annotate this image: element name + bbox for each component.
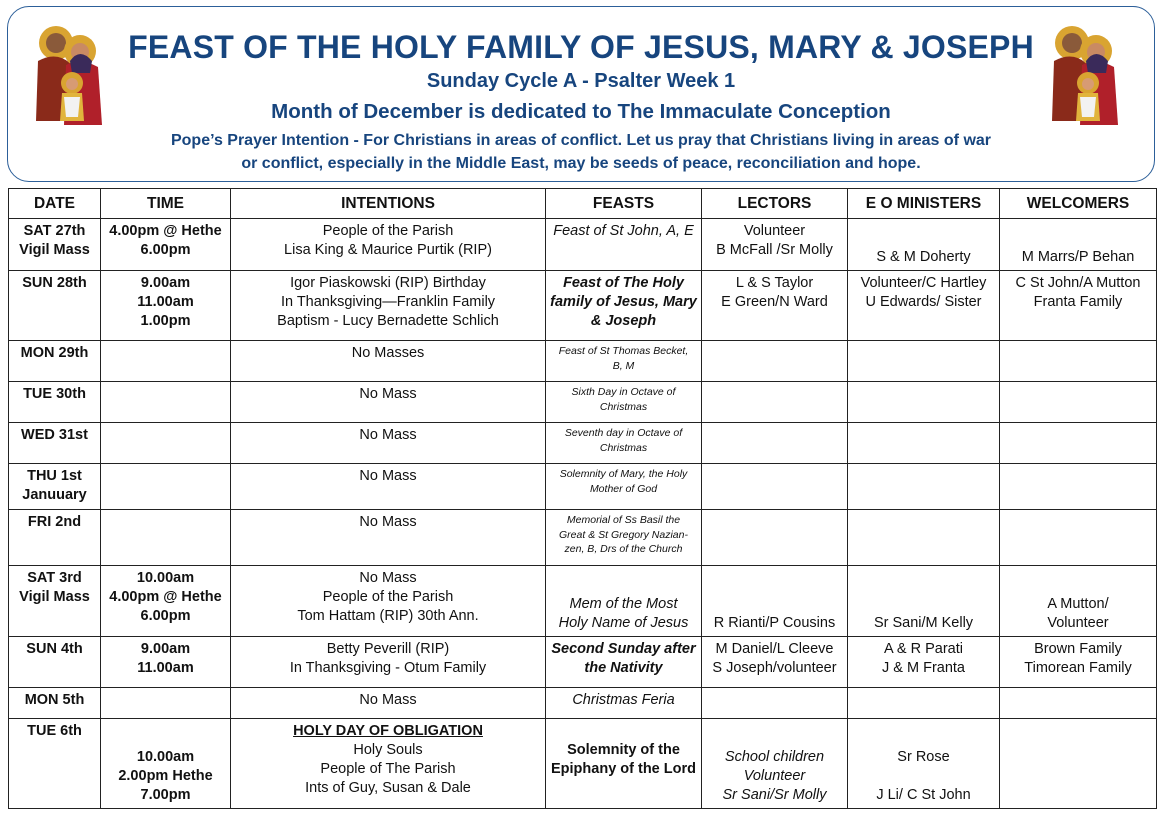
intention-text: No Mass xyxy=(359,514,417,530)
feast-text: Solemnity of Mary, the Holy xyxy=(559,468,688,480)
date-text: MON 29th xyxy=(20,345,89,361)
column-header: LECTORS xyxy=(702,189,848,219)
intentions-cell xyxy=(231,688,546,719)
ministers-cell xyxy=(848,219,1000,271)
intention-text: In Thanksgiving - Otum Family xyxy=(289,660,487,676)
table-header-row xyxy=(9,189,1157,219)
table-row xyxy=(9,566,1157,637)
lector-text: S Joseph/volunteer xyxy=(712,660,837,676)
feast-text: family of Jesus, Mary xyxy=(550,294,697,310)
table-row xyxy=(9,219,1157,271)
intention-text: Lisa King & Maurice Purtik (RIP) xyxy=(284,242,492,258)
page-title: FEAST OF THE HOLY FAMILY OF JESUS, MARY & JOSEPH xyxy=(128,29,1034,65)
welcomers-cell xyxy=(1000,637,1157,688)
welcomers-cell xyxy=(1000,719,1157,809)
feast-text: & Joseph xyxy=(590,313,657,329)
time-text: 9.00am xyxy=(140,641,191,657)
welcomer-text: C St John/A Mutton xyxy=(1015,275,1141,291)
time-text: 6.00pm xyxy=(140,242,191,258)
time-text: 1.00pm xyxy=(140,313,191,329)
time-cell xyxy=(101,271,231,341)
month-dedication: Month of December is dedicated to The Immaculate Conception xyxy=(271,100,891,123)
date-cell xyxy=(9,719,101,809)
table-row xyxy=(9,719,1157,809)
date-cell xyxy=(9,464,101,510)
table-row xyxy=(9,464,1157,510)
table-row xyxy=(9,341,1157,382)
time-cell xyxy=(101,464,231,510)
mass-schedule-table xyxy=(8,188,1157,809)
table-row xyxy=(9,382,1157,423)
minister-text: Sr Rose xyxy=(897,749,950,765)
intentions-cell xyxy=(231,566,546,637)
date-cell xyxy=(9,637,101,688)
intentions-cell xyxy=(231,219,546,271)
date-cell xyxy=(9,510,101,566)
pope-prayer-intention xyxy=(108,129,1054,175)
date-text: TUE 6th xyxy=(27,723,82,739)
date-text: SAT 27th xyxy=(23,223,86,239)
welcomer-text: M Marrs/P Behan xyxy=(1021,249,1135,265)
intention-text: No Mass xyxy=(359,468,417,484)
holy-family-icon xyxy=(30,21,108,129)
pope-intention-line: Pope’s Prayer Intention - For Christians in areas of conflict. Let us pray that Christians living in areas of war xyxy=(170,132,992,149)
holy-day-heading: HOLY DAY OF OBLIGATION xyxy=(293,723,483,739)
feast-cell xyxy=(546,341,702,382)
ministers-cell xyxy=(848,341,1000,382)
welcomers-cell xyxy=(1000,341,1157,382)
intentions-cell xyxy=(231,637,546,688)
table-row xyxy=(9,510,1157,566)
welcomers-cell xyxy=(1000,688,1157,719)
lector-text: Sr Sani/Sr Molly xyxy=(722,787,827,803)
feast-text: Christmas Feria xyxy=(572,692,675,708)
column-header: DATE xyxy=(9,189,101,219)
feast-text: Sixth Day in Octave of xyxy=(571,386,676,398)
feast-text: Christmas xyxy=(599,441,648,454)
lectors-cell xyxy=(702,510,848,566)
time-cell xyxy=(101,510,231,566)
feast-text: Feast of St Thomas Becket, xyxy=(558,345,689,357)
column-header: TIME xyxy=(101,189,231,219)
intentions-cell xyxy=(231,382,546,423)
date-cell xyxy=(9,382,101,423)
time-cell xyxy=(101,719,231,809)
lectors-cell xyxy=(702,341,848,382)
time-text: 7.00pm xyxy=(140,787,191,803)
feast-cell xyxy=(546,271,702,341)
table-row xyxy=(9,688,1157,719)
lectors-cell xyxy=(702,464,848,510)
lector-text: Volunteer xyxy=(743,223,806,239)
time-cell xyxy=(101,688,231,719)
welcomer-text: A Mutton/ xyxy=(1047,596,1109,612)
date-cell xyxy=(9,566,101,637)
feast-text: Epiphany of the Lord xyxy=(551,761,696,777)
date-cell xyxy=(9,688,101,719)
intention-text: In Thanksgiving—Franklin Family xyxy=(280,294,496,310)
feast-cell xyxy=(546,510,702,566)
minister-text: J Li/ C St John xyxy=(876,787,971,803)
time-cell xyxy=(101,637,231,688)
intentions-cell xyxy=(231,423,546,464)
holy-family-icon xyxy=(1046,21,1124,129)
header-banner xyxy=(7,6,1155,182)
intentions-cell xyxy=(231,464,546,510)
time-cell xyxy=(101,423,231,464)
ministers-cell xyxy=(848,688,1000,719)
time-text: 11.00am xyxy=(137,294,194,310)
intention-text: People of the Parish xyxy=(322,223,454,239)
ministers-cell xyxy=(848,382,1000,423)
intention-text: People of the Parish xyxy=(322,589,454,605)
intention-text: Baptism - Lucy Bernadette Schlich xyxy=(277,313,499,329)
table-row xyxy=(9,637,1157,688)
feast-text: Christmas xyxy=(599,400,648,413)
feast-cell xyxy=(546,464,702,510)
feast-text: Holy Name of Jesus xyxy=(558,615,689,631)
feast-text: the Nativity xyxy=(584,660,663,676)
time-cell xyxy=(101,566,231,637)
ministers-cell xyxy=(848,464,1000,510)
date-text: SAT 3rd xyxy=(27,570,82,586)
feast-cell xyxy=(546,637,702,688)
ministers-cell xyxy=(848,510,1000,566)
date-text: TUE 30th xyxy=(23,386,86,402)
intentions-cell xyxy=(231,271,546,341)
ministers-cell xyxy=(848,719,1000,809)
time-text: 6.00pm xyxy=(140,608,191,624)
time-text: 4.00pm @ Hethe xyxy=(109,223,222,239)
time-text: 9.00am xyxy=(140,275,191,291)
intention-text: No Mass xyxy=(359,692,417,708)
feast-text: Solemnity of the xyxy=(567,742,680,758)
lector-text: B McFall /Sr Molly xyxy=(716,242,833,258)
welcomers-cell xyxy=(1000,382,1157,423)
intention-text: Tom Hattam (RIP) 30th Ann. xyxy=(297,608,479,624)
lector-text: M Daniel/L Cleeve xyxy=(715,641,834,657)
feast-cell xyxy=(546,688,702,719)
feast-text: Feast of St John, A, E xyxy=(553,223,694,239)
feast-cell xyxy=(546,219,702,271)
lector-text: L & S Taylor xyxy=(735,275,814,291)
lectors-cell xyxy=(702,219,848,271)
intention-text: Igor Piaskowski (RIP) Birthday xyxy=(290,275,486,291)
minister-text: U Edwards/ Sister xyxy=(865,294,982,310)
minister-text: A & R Parati xyxy=(884,641,963,657)
time-text: 10.00am xyxy=(136,749,195,765)
feast-text: Memorial of Ss Basil the xyxy=(566,514,681,526)
welcomers-cell xyxy=(1000,219,1157,271)
lectors-cell xyxy=(702,688,848,719)
welcomer-text: Brown Family xyxy=(1034,641,1122,657)
date-text: SUN 4th xyxy=(26,641,83,657)
date-cell xyxy=(9,341,101,382)
lectors-cell xyxy=(702,271,848,341)
lector-text: E Green/N Ward xyxy=(721,294,828,310)
lector-text: School children xyxy=(724,749,825,765)
intention-text: No Mass xyxy=(359,427,417,443)
feast-text: B, M xyxy=(612,359,635,372)
date-text: FRI 2nd xyxy=(27,514,82,530)
intentions-cell xyxy=(231,510,546,566)
welcomer-text: Volunteer xyxy=(1047,615,1109,631)
intention-text: Holy Souls xyxy=(353,742,423,758)
welcomers-cell xyxy=(1000,271,1157,341)
ministers-cell xyxy=(848,423,1000,464)
time-text: 11.00am xyxy=(137,660,194,676)
welcomers-cell xyxy=(1000,566,1157,637)
welcomer-text: Timorean Family xyxy=(1024,660,1132,676)
feast-cell xyxy=(546,423,702,464)
lectors-cell xyxy=(702,382,848,423)
time-text: 4.00pm @ Hethe xyxy=(109,589,222,605)
date-text: Januuary xyxy=(22,487,87,503)
table-row xyxy=(9,271,1157,341)
table-row xyxy=(9,423,1157,464)
intention-text: People of The Parish xyxy=(320,761,456,777)
lector-text: R Rianti/P Cousins xyxy=(713,615,836,631)
date-text: Vigil Mass xyxy=(19,589,90,605)
welcomer-text: Franta Family xyxy=(1033,294,1123,310)
time-cell xyxy=(101,382,231,423)
minister-text: Sr Sani/M Kelly xyxy=(873,615,974,631)
date-cell xyxy=(9,423,101,464)
intention-text: Ints of Guy, Susan & Dale xyxy=(305,780,471,796)
welcomers-cell xyxy=(1000,464,1157,510)
lectors-cell xyxy=(702,423,848,464)
intention-text: Betty Peverill (RIP) xyxy=(326,641,450,657)
feast-text: Seventh day in Octave of xyxy=(564,427,683,439)
time-text: 10.00am xyxy=(136,570,195,586)
intentions-cell xyxy=(231,719,546,809)
intention-text: No Mass xyxy=(359,570,417,586)
date-cell xyxy=(9,271,101,341)
pope-intention-line: or conflict, especially in the Middle East, may be seeds of peace, reconciliation and hope. xyxy=(241,155,921,172)
time-text: 2.00pm Hethe xyxy=(118,768,213,784)
date-text: SUN 28th xyxy=(22,275,87,291)
feast-text: Feast of The Holy xyxy=(563,275,684,291)
cycle-subtitle: Sunday Cycle A - Psalter Week 1 xyxy=(426,70,736,92)
feast-text: zen, B, Drs of the Church xyxy=(564,543,683,555)
ministers-cell xyxy=(848,271,1000,341)
ministers-cell xyxy=(848,637,1000,688)
column-header: E O MINISTERS xyxy=(848,189,1000,219)
feast-text: Mem of the Most xyxy=(569,596,678,612)
feast-text: Great & St Gregory Nazian- xyxy=(559,528,688,541)
column-header: INTENTIONS xyxy=(231,189,546,219)
feast-cell xyxy=(546,382,702,423)
feast-text: Mother of God xyxy=(589,482,658,495)
minister-text: Volunteer/C Hartley xyxy=(860,275,987,291)
time-cell xyxy=(101,219,231,271)
column-header: FEASTS xyxy=(546,189,702,219)
feast-cell xyxy=(546,719,702,809)
intention-text: No Masses xyxy=(351,345,425,361)
welcomers-cell xyxy=(1000,510,1157,566)
date-cell xyxy=(9,219,101,271)
time-cell xyxy=(101,341,231,382)
date-text: MON 5th xyxy=(24,692,85,708)
minister-text: S & M Doherty xyxy=(876,249,971,265)
feast-cell xyxy=(546,566,702,637)
lectors-cell xyxy=(702,566,848,637)
date-text: WED 31st xyxy=(21,427,88,443)
column-header: WELCOMERS xyxy=(1000,189,1157,219)
lector-text: Volunteer xyxy=(743,768,806,784)
lectors-cell xyxy=(702,637,848,688)
minister-text: J & M Franta xyxy=(882,660,965,676)
intentions-cell xyxy=(231,341,546,382)
ministers-cell xyxy=(848,566,1000,637)
date-text: Vigil Mass xyxy=(19,242,90,258)
intention-text: No Mass xyxy=(359,386,417,402)
welcomers-cell xyxy=(1000,423,1157,464)
lectors-cell xyxy=(702,719,848,809)
feast-text: Second Sunday after xyxy=(551,641,696,657)
date-text: THU 1st xyxy=(27,468,82,484)
